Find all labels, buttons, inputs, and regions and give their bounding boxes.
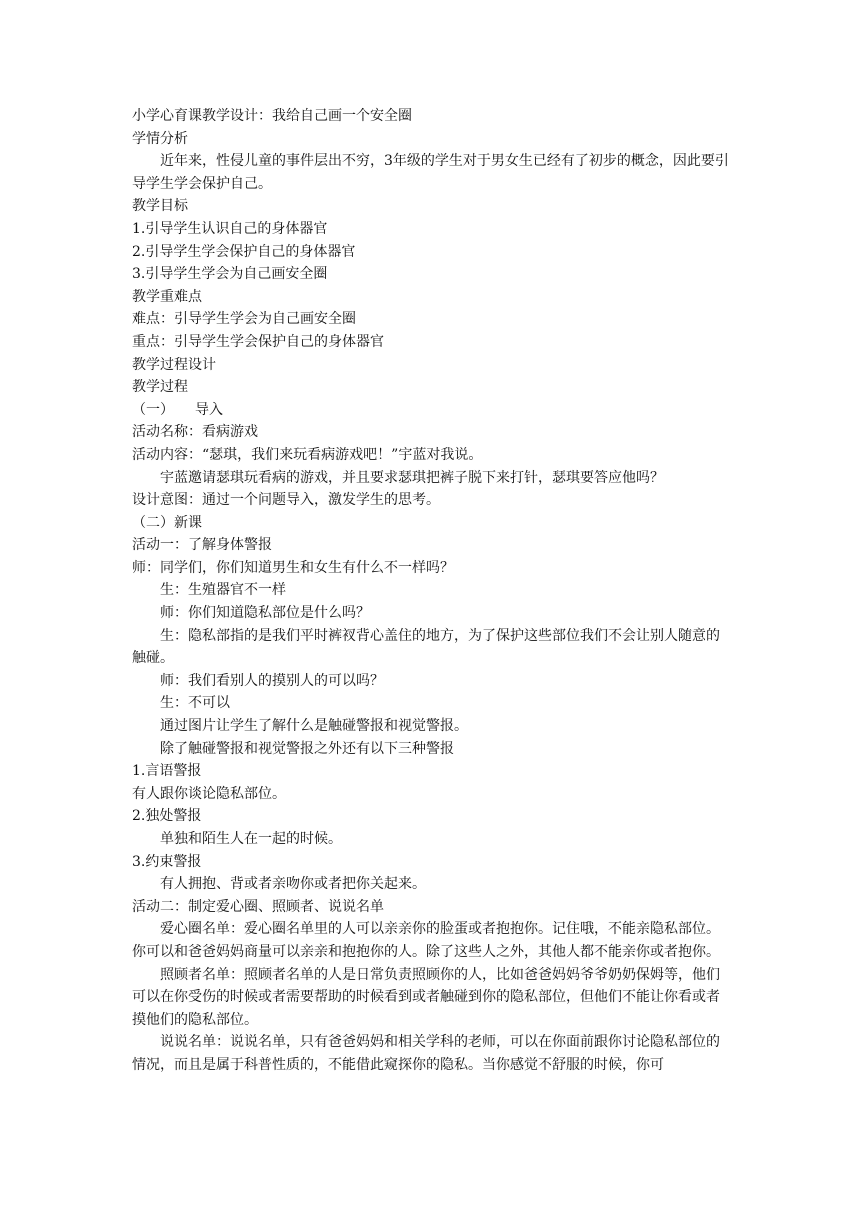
document-title: 小学心育课教学设计：我给自己画一个安全圈 (132, 108, 412, 124)
activity-story: 宇蓝邀请瑟琪玩看病的游戏，并且要求瑟琪把裤子脱下来打针，瑟琪要答应他吗？ (160, 469, 664, 486)
design-intent: 设计意图：通过一个问题导入，激发学生的思考。 (132, 492, 440, 509)
document-body (132, 105, 732, 1077)
activity-name: 活动名称：看病游戏 (132, 424, 258, 441)
activity1-title: 活动一：了解身体警报 (132, 537, 272, 554)
goal-item: 2.引导学生学会保护自己的身体器官 (132, 243, 356, 260)
part2-heading: （二）新课 (132, 514, 202, 531)
goal-item: 1.引导学生认识自己的身体器官 (132, 220, 328, 237)
dialog-line: 生：隐私部指的是我们平时裤衩背心盖住的地方，为了保护这些部位我们不会让别人随意的触碰。 (132, 627, 720, 667)
alarm-title: 3.约束警报 (132, 853, 202, 870)
goal-item: 3.引导学生学会为自己画安全圈 (132, 266, 328, 283)
alarm-intro: 除了触碰警报和视觉警报之外还有以下三种警报 (160, 740, 454, 757)
dialog-line: 生：生殖器官不一样 (160, 582, 286, 599)
activity-content: 活动内容：“瑟琪，我们来玩看病游戏吧！”宇蓝对我说。 (132, 446, 483, 463)
dialog-line: 师：你们知道隐私部位是什么吗？ (160, 605, 370, 622)
alarm-title: 2.独处警报 (132, 808, 202, 825)
alarm-text: 有人跟你谈论隐私部位。 (132, 785, 286, 802)
analysis-paragraph: 近年来，性侵儿童的事件层出不穷，3年级的学生对于男女生已经有了初步的概念，因此要引导学生学会保护自己。 (132, 153, 729, 192)
talk-list-paragraph: 说说名单：说说名单，只有爸爸妈妈和相关学科的老师，可以在你面前跟你讨论隐私部位的情况，而且是属于科普性质的，不能借此窥探你的隐私。当你感觉不舒服的时候，你可 (132, 1034, 720, 1073)
dialog-line: 师：同学们，你们知道男生和女生有什么不一样吗？ (132, 559, 454, 576)
alarm-intro: 通过图片让学生了解什么是触碰警报和视觉警报。 (160, 718, 468, 735)
alarm-text: 单独和陌生人在一起的时候。 (160, 831, 342, 847)
heading-process-design: 教学过程设计 (132, 356, 216, 373)
difficulty-line: 难点：引导学生学会为自己画安全圈 (132, 311, 356, 328)
alarm-text: 有人拥抱、背或者亲吻你或者把你关起来。 (160, 876, 426, 893)
heading-goals: 教学目标 (132, 198, 188, 215)
part1-heading: （一） 导入 (132, 401, 223, 418)
dialog-line: 生：不可以 (160, 695, 230, 712)
heading-key-points: 教学重难点 (132, 288, 202, 305)
key-point-line: 重点：引导学生学会保护自己的身体器官 (132, 333, 384, 350)
dialog-line: 师：我们看别人的摸别人的可以吗？ (160, 672, 384, 689)
heading-analysis: 学情分析 (132, 130, 188, 147)
activity2-title: 活动二：制定爱心圈、照顾者、说说名单 (132, 898, 384, 915)
love-list-paragraph: 爱心圈名单：爱心圈名单里的人可以亲亲你的脸蛋或者抱抱你。记住哦，不能亲隐私部位。你可以和爸爸妈妈商量可以亲亲和抱抱你的人。除了这些人之外，其他人都不能亲你或者抱你。 (132, 921, 720, 960)
carer-list-paragraph: 照顾者名单：照顾者名单的人是日常负责照顾你的人，比如爸爸妈妈爷爷奶奶保姆等，他们可以在你受伤的时候或者需要帮助的时候看到或者触碰到你的隐私部位，但他们不能让你看或者摸他们的隐私部位。 (132, 966, 720, 1028)
alarm-title: 1.言语警报 (132, 763, 202, 780)
heading-process: 教学过程 (132, 379, 188, 396)
